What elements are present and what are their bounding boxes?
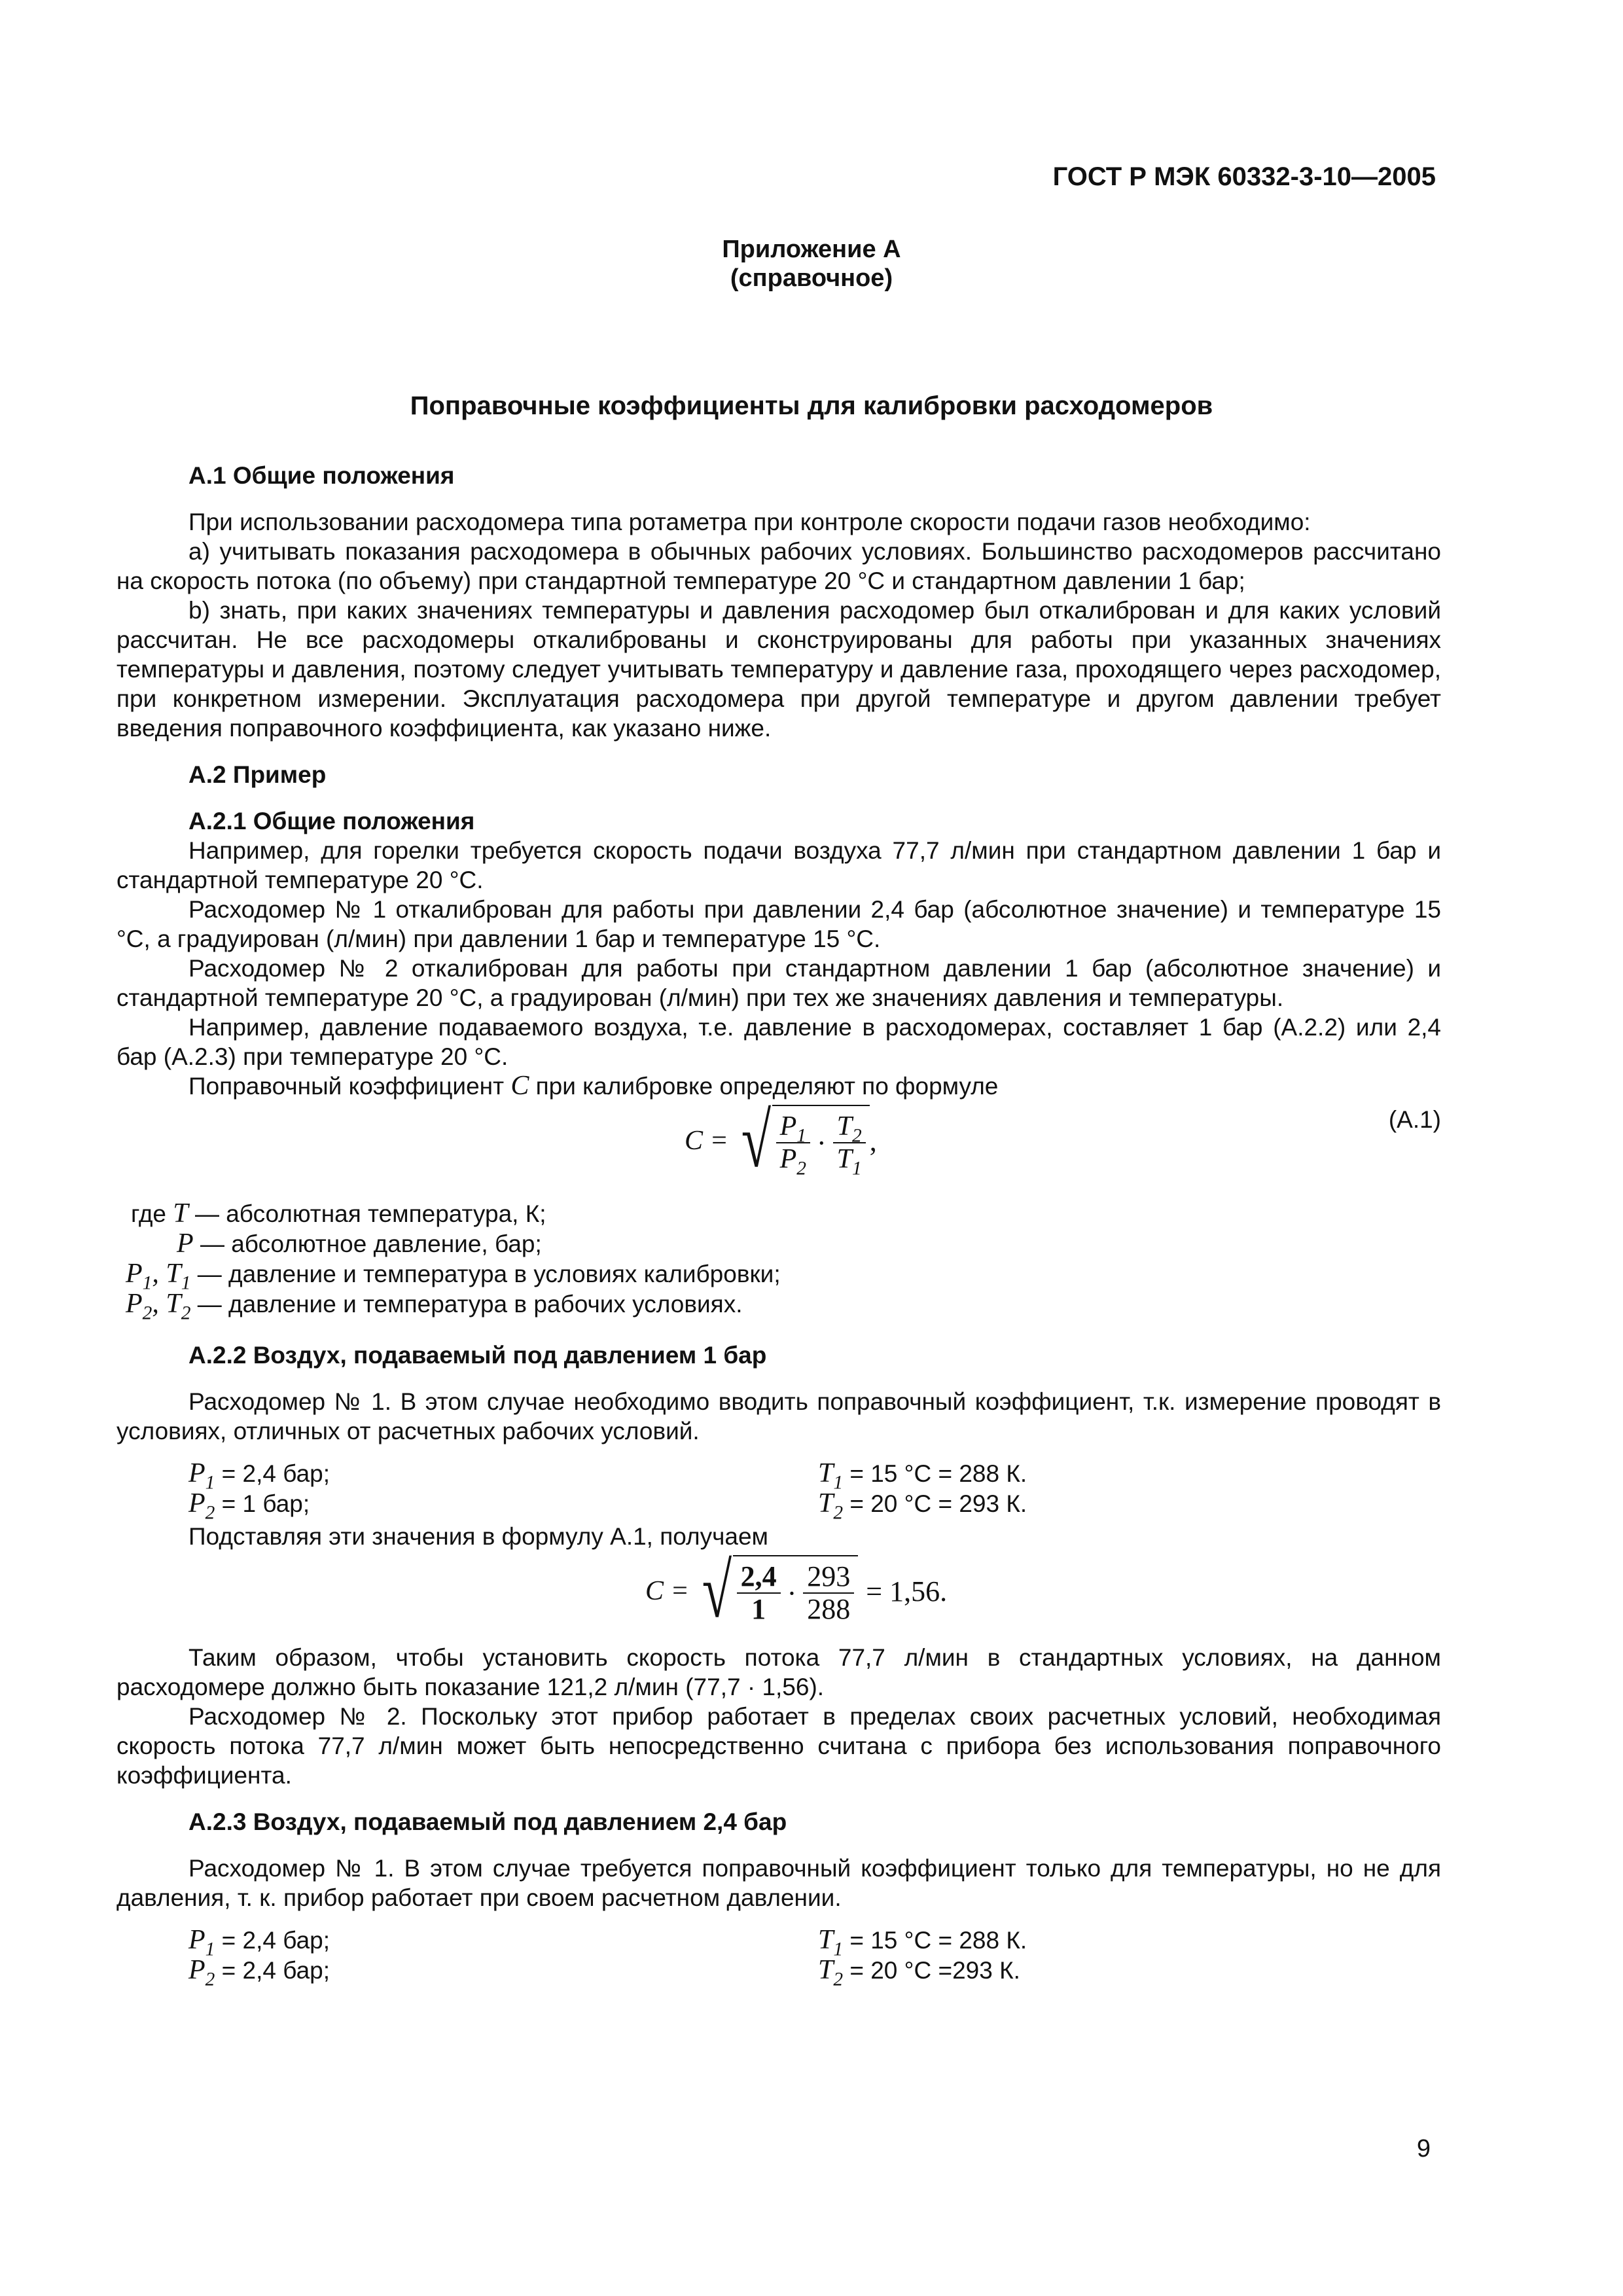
formula-lhs: C =: [645, 1575, 689, 1606]
page-number: 9: [1416, 2135, 1431, 2162]
paragraph: b) знать, при каких значениях температуры и давления расходомер был откалиброван и для каких условий рассчитан. Не все расходомеры откалиброваны и сконструированы для работы при указанных значениях температуры и давления, поэтому следует учитывать температуру и давление газа, проходящего через расходомер, при конкретном измерении. Эксплуатация расходомера при другой температуре и другом давлении требует введения поправочного коэффициента, как указано ниже.: [116, 597, 1441, 742]
section-heading-a1: А.1 Общие положения: [188, 462, 455, 489]
fraction-t: [833, 1111, 866, 1179]
definition-p2-t2: — давление и температура в рабочих условиях.: [197, 1291, 743, 1318]
section-heading-a2-2: А.2.2 Воздух, подаваемый под давлением 1 бар: [188, 1342, 767, 1369]
paragraph: Расходомер № 2 откалиброван для работы при стандартном давлении 1 бар (абсолютное значение) и стандартной температуре 20 °С, а градуирован (л/мин) при тех же значениях давления и температуры.: [116, 955, 1441, 1011]
symbols-p2-t2: $P_2$, $T_2$: [126, 1289, 191, 1324]
numerator: 2,4: [737, 1561, 781, 1594]
multiply-dot: ·: [816, 1126, 827, 1159]
numerator: 293: [803, 1561, 854, 1594]
symbol-t1: $T_1$: [818, 1458, 844, 1494]
definition-p1-t1: — давление и температура в условиях калибровки;: [197, 1261, 781, 1287]
sqrt-sign: √ $\frac{2,4}{1}$ · $\frac{293}{288}$: [696, 1555, 858, 1627]
value-t2: = 20 °С = 293 К.: [849, 1490, 1027, 1517]
main-title: Поправочные коэффициенты для калибровки расходомеров: [410, 391, 1213, 420]
text-segment: Поправочный коэффициент: [188, 1073, 511, 1100]
denominator-p2: $P_2$: [779, 1144, 806, 1179]
denominator: 1: [751, 1593, 766, 1625]
symbol-p1: $P_1$: [188, 1458, 215, 1494]
value-t2: = 20 °С =293 К.: [849, 1957, 1020, 1984]
text-segment: при калибровке определяют по формуле: [529, 1073, 999, 1100]
paragraph: Например, для горелки требуется скорость подачи воздуха 77,7 л/мин при стандартном давлении 1 бар и стандартной температуре 20 °С.: [116, 837, 1441, 893]
paragraph: Расходомер № 2. Поскольку этот прибор работает в пределах своих расчетных условий, необходимая скорость потока 77,7 л/мин может быть непосредственно считана с прибора без использования поправочного коэффициента.: [116, 1703, 1441, 1789]
value-t1: = 15 °С = 288 К.: [849, 1927, 1027, 1954]
numerator-p1: $P_1$: [776, 1111, 810, 1143]
paragraph: Например, давление подаваемого воздуха, т.е. давление в расходомерах, составляет 1 бар (А.2.2) или 2,4 бар (А.2.3) при температуре 20 °С.: [116, 1014, 1441, 1070]
symbol-p: P: [177, 1229, 194, 1259]
annex-title: Приложение А: [722, 236, 901, 263]
denominator: 288: [807, 1593, 851, 1625]
symbol-p2: $P_2$: [188, 1488, 215, 1524]
paragraph: Расходомер № 1. В этом случае требуется поправочный коэффициент только для температуры, но не для давления, т. к. прибор работает при своем расчетном давлении.: [116, 1855, 1441, 1911]
standard-designation: ГОСТ Р МЭК 60332-3-10—2005: [1052, 162, 1436, 191]
paragraph: Расходомер № 1. В этом случае необходимо вводить поправочный коэффициент, т.к. измерение проводят в условиях, отличных от расчетных рабочих условий.: [116, 1388, 1441, 1444]
value-t1: = 15 °С = 288 К.: [849, 1460, 1027, 1487]
fraction-p: [776, 1111, 810, 1179]
numerator-t2: $T_2$: [833, 1111, 866, 1143]
paragraph: а) учитывать показания расходомера в обычных рабочих условиях. Большинство расходомеров рассчитано на скорость потока (по объему) при стандартной температуре 20 °С и стандартном давлении 1 бар;: [116, 538, 1441, 594]
symbol-t2: $T_2$: [818, 1955, 844, 1990]
symbol-c: C: [510, 1071, 529, 1101]
values-block: [116, 1459, 1441, 1522]
section-heading-a2-1: А.2.1 Общие положения: [188, 808, 475, 834]
paragraph: При использовании расходомера типа ротаметра при контроле скорости подачи газов необходимо:: [188, 509, 1311, 535]
values-block: [116, 1926, 1441, 1988]
value-p1: = 2,4 бар;: [221, 1927, 330, 1954]
formula-lhs: C =: [685, 1125, 728, 1156]
fraction-pressure: [737, 1561, 781, 1625]
value-p2: = 1 бар;: [221, 1490, 310, 1517]
symbol-t2: $T_2$: [818, 1488, 844, 1524]
section-heading-a2: А.2 Пример: [188, 761, 327, 788]
symbol-p2: $P_2$: [188, 1955, 215, 1990]
definition-t: — абсолютная температура, К;: [194, 1200, 546, 1227]
value-p1: = 2,4 бар;: [221, 1460, 330, 1487]
paragraph: [116, 1071, 1441, 1101]
where-lead: где: [131, 1200, 167, 1227]
symbols-p1-t1: $P_1$, $T_1$: [126, 1259, 191, 1294]
fraction-temperature: [803, 1561, 854, 1625]
formula-a1: [116, 1098, 1441, 1199]
section-heading-a2-3: А.2.3 Воздух, подаваемый под давлением 2,4 бар: [188, 1808, 787, 1835]
symbol-t: T: [173, 1198, 188, 1229]
annex-status: (справочное): [730, 264, 893, 292]
paragraph: Расходомер № 1 откалиброван для работы при давлении 2,4 бар (абсолютное значение) и температуре 15 °С, а градуирован (л/мин) при давлении 1 бар и температуре 15 °С.: [116, 896, 1441, 952]
where-block: [116, 1199, 1441, 1323]
definition-p: — абсолютное давление, бар;: [200, 1230, 542, 1257]
formula-result: = 1,56.: [866, 1575, 948, 1607]
equation-number: (А.1): [1388, 1106, 1441, 1133]
symbol-p1: $P_1$: [188, 1925, 215, 1960]
sqrt-sign: √ $\frac{P_1}{P_2}$ · $\frac{T_2}{T_1}$: [735, 1105, 870, 1177]
paragraph: Таким образом, чтобы установить скорость потока 77,7 л/мин в стандартных условиях, на данном расходомере должно быть показание 121,2 л/мин (77,7 · 1,56).: [116, 1644, 1441, 1700]
formula-calculation: [116, 1548, 1441, 1643]
body-text: [116, 461, 1441, 1988]
denominator-t1: $T_1$: [836, 1144, 862, 1179]
paragraph: Подставляя эти значения в формулу А.1, получаем: [188, 1523, 768, 1550]
symbol-t1: $T_1$: [818, 1925, 844, 1960]
value-p2: = 2,4 бар;: [221, 1957, 330, 1984]
formula-comma: ,: [869, 1124, 877, 1157]
